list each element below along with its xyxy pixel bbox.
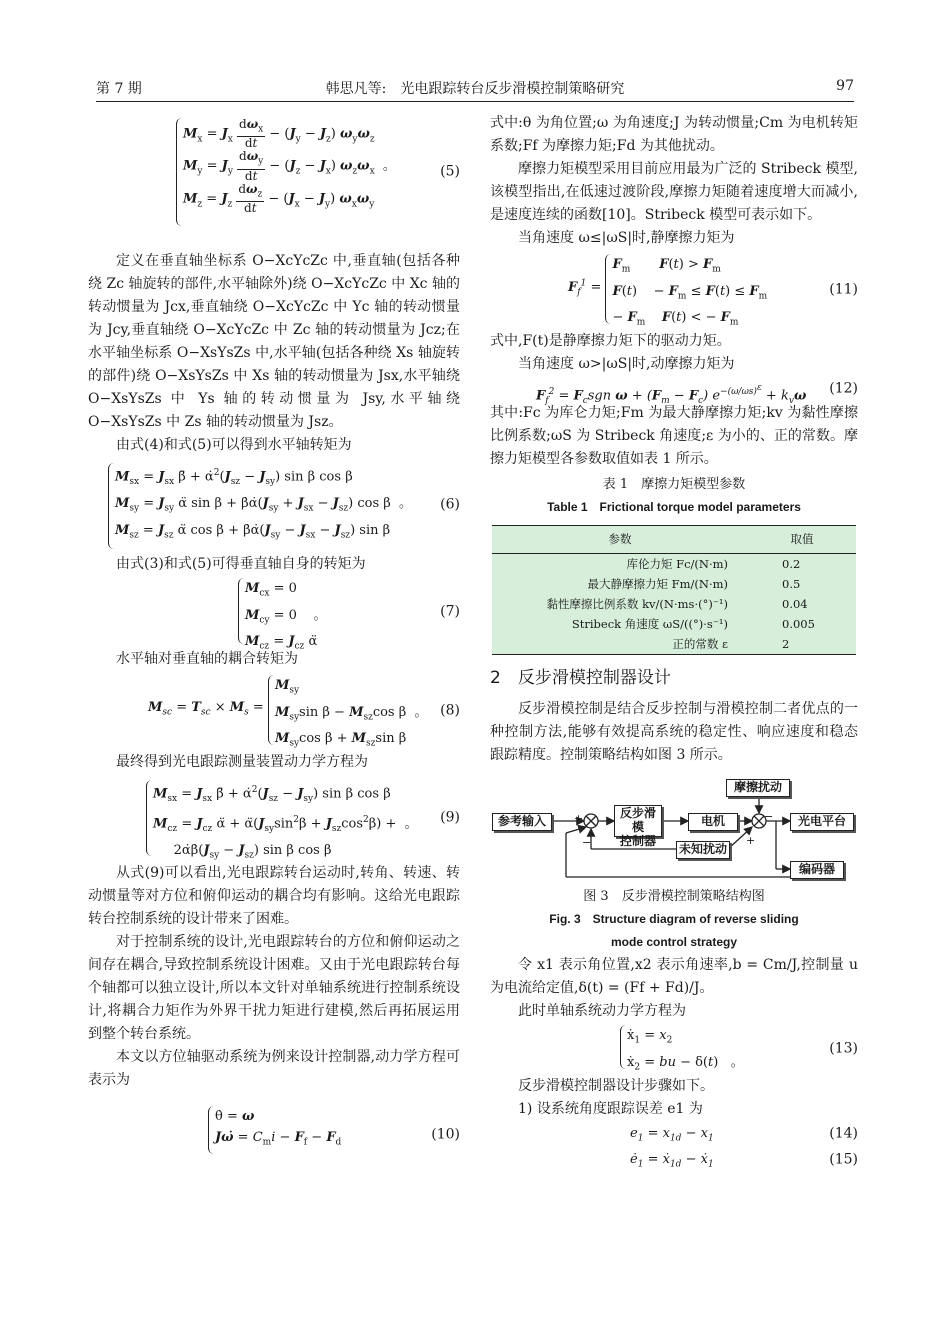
- equation-13-number: (13): [829, 1040, 858, 1057]
- controller-label-line2: 控制器: [619, 834, 656, 848]
- equation-8: $M_{sc} = T_{sc} \times M_s$ = $M_{sy}$ $M_{sy}\sin$ $\beta - M_{sz}\cos$ β 。 $M_{sy}\cos$ $\beta + M_{sz}\sin$ β (8): [88, 671, 460, 751]
- table-cell-value: 0.2: [782, 557, 801, 571]
- figure3-caption-cn: 图 3 反步滑模控制策略结构图: [583, 889, 765, 904]
- figure-3-block-diagram: [490, 771, 858, 879]
- paragraph-backstepping-intro: 反步滑模控制是结合反步控制与滑模控制二者优点的一种控制方法,能够有效提高系统的稳定性、响应速度和稳态跟踪精度。控制策略结构如图 3 所示。: [490, 701, 858, 763]
- page-header: [96, 78, 854, 100]
- equation-10: θ̇ = ω Jω̇ = $C_mi - F_f - F_d$ (10): [88, 1102, 460, 1168]
- paragraph-single-axis-dynamics: 此时单轴系统动力学方程为: [518, 1003, 686, 1019]
- controller-label-line1: 反步滑模: [619, 806, 656, 834]
- paragraph-axis-definition: 定义在垂直轴坐标系 O−XcYcZc 中,垂直轴(包括各种绕 Zc 轴旋转的部件,水平轴除外)绕 O−XcYcZc 中 Xc 轴的转动惯量为 Jcx,垂直轴绕 O−XcYcZc 中 Yc 轴的转动惯量为 Jcy,垂直轴绕 O−XcYcZc 中 Zc 轴的转动惯量为 Jcz;在水平轴坐标系 O−XsYsZs 中,水平轴(包括各种绕 Xs 轴旋转的部件)绕 O−XsYsZs 中 Xs 轴的转动惯量为 Jsx,水平轴绕 O−XsYsZs 中 Ys 轴的转动惯量为 Jsy,水平轴绕 O−XsYsZs 中 Zs 轴的转动惯量为 Jsz。: [88, 253, 460, 430]
- equation-11: $F_f^1$ = $F_m$ $F(t) > F_m$ F(t) − $F_m \le F(t) \le F_m$ − $F_m$ F(t) < − $F_m$ (11): [490, 250, 858, 330]
- sign-plus: +: [746, 834, 756, 847]
- equation-10-number: (10): [431, 1126, 460, 1143]
- friction-disturbance-block: 摩擦扰动: [726, 779, 790, 797]
- table-header-row: [492, 526, 856, 554]
- figure3-caption-en-line2: mode control strategy: [610, 935, 738, 949]
- paragraph-single-axis-design: 对于控制系统的设计,光电跟踪转台的方位和俯仰运动之间存在耦合,导致控制系统设计困难。又由于光电跟踪转台每个轴都可以独立设计,所以本文针对单轴系统进行控制系统设计,将耦合力矩作为外界干扰力矩进行建模,然后再拓展运用到整个转台系统。: [88, 934, 460, 1042]
- sign-minus: −: [764, 810, 774, 823]
- issue-number: 第 7 期: [96, 81, 142, 97]
- paragraph-design-steps: 反步滑模控制器设计步骤如下。: [518, 1078, 714, 1094]
- table-cell-value: 0.005: [782, 617, 815, 631]
- controller-block: [614, 805, 662, 848]
- sign-minus: −: [582, 836, 592, 849]
- equation-5: $M_x = J_x$ $\frac{d\omega_x}{dt}$ − $(J_y - J_z)$ $\omega_y\omega_z$ $M_y = J_y$ $\frac{d\omega_y}{dt}$ − $(J_z - J_x)$ $\omega_z\omega_x$ 。 $M_z = J_z$ $\frac{d\omega_z}{dt}$ − $(J_x - J_y)$ $\omega_x\omega_y$ (5): [88, 112, 460, 232]
- paragraph-coupling-discussion: 从式(9)可以看出,光电跟踪转台运动时,转角、转速、转动惯量等对方位和俯仰运动的耦合均有影响。这给光电跟踪转台控制系统的设计带来了困难。: [88, 865, 460, 927]
- table-row: [492, 594, 856, 614]
- optical-platform-block: 光电平台: [790, 813, 854, 831]
- equation-14-number: (14): [829, 1125, 858, 1142]
- figure3-caption-en-line1: Fig. 3 Structure diagram of reverse sliding: [549, 912, 799, 926]
- table-row: [492, 634, 856, 655]
- paragraph-step-1: 1) 设系统角度跟踪误差 e1 为: [518, 1101, 703, 1117]
- equation-15: $ė_1$ = ẋ$_{1d}$ − ẋ$_1$ (15): [490, 1147, 858, 1173]
- table-header-value: 取值: [748, 526, 856, 554]
- table-header-parameter: 参数: [492, 526, 748, 554]
- left-column: [88, 112, 460, 1168]
- paragraph-parameter-definitions: 其中:Fc 为库仑力矩;Fm 为最大静摩擦力矩;kv 为黏性摩擦比例系数;ωS 为 Stribeck 角速度;ε 为小的、正的常数。摩擦力矩模型各参数取值如表 1 所示。: [490, 405, 858, 467]
- equation-12: $F_f^2 = F_csgn$ $\omega + (F_m - F_c) e^{-(\omega/\omega s)^\varepsilon} + k_v\omega$ (12): [490, 376, 858, 402]
- page-number: 97: [836, 78, 854, 94]
- paragraph-horizontal-torque-intro: 由式(4)和式(5)可以得到水平轴转矩为: [116, 437, 352, 453]
- equation-9: $M_{sx} = J_{sx}$ β̈ + $\alphȧ^2(J_{sz} - J_{sy})$ sin β cos β $M_{cz} = J_{cz}$ α̈ + $\alphä(J_{sy}\sin^2\beta + J_{sz}\cos^2\beta)$ + 。 $2\alphȧ\betȧ(J_{sy} - J_{sz})$ sin β cos β (9): [88, 774, 460, 862]
- paragraph-dynamics-intro: 最终得到光电跟踪测量装置动力学方程为: [116, 754, 368, 770]
- paragraph-symbol-definitions: 式中:θ 为角位置;ω 为角速度;J 为转动惯量;Cm 为电机转矩系数;Ff 为摩擦力矩;Fd 为其他扰动。: [490, 115, 858, 154]
- table-cell-value: 0.5: [782, 577, 801, 591]
- motor-block: 电机: [688, 813, 738, 831]
- equation-11-number: (11): [829, 281, 858, 298]
- reference-input-block: 参考输入: [492, 813, 552, 831]
- unknown-disturbance-block: 未知扰动: [676, 841, 730, 859]
- equation-13: ẋ$_1$ = $x_2$ ẋ$_2$ = bu − δ(t) 。 (13): [490, 1023, 858, 1075]
- section-2-heading: 2 反步滑模控制器设计: [490, 668, 671, 688]
- equation-7: $M_{cx} = 0$ $M_{cy} = 0$ 。 $M_{cz} = J_{cz}$ α̈ (7): [88, 576, 460, 648]
- table-cell-value: 0.04: [782, 597, 808, 611]
- paragraph-static-friction-condition: 当角速度 ω≤|ωS|时,静摩擦力矩为: [518, 230, 735, 246]
- table-cell-value: 2: [748, 634, 856, 655]
- right-column: [490, 112, 858, 1173]
- equation-14: $e_1 = x_{1d} - x_1$ (14): [490, 1121, 858, 1147]
- paragraph-state-definitions: 令 x1 表示角位置,x2 表示角速率,b = Cm/J,控制量 u 为电流给定值,δ(t) = (Ff + Fd)/J。: [490, 957, 858, 996]
- equation-6: $M_{sx} = J_{sx}$ β̈ + $\alphȧ^2(J_{sz} - J_{sy})$ sin β cos β $M_{sy} = J_{sy}$ α̈ $\sin \beta + \betȧ\alphȧ(J_{sy} + J_{sx} - J_{sz})$ cos β 。 $M_{sz} = J_{sz}$ α̈ $\cos \beta + \betȧ\alphȧ(J_{sy} - J_{sx} - J_{sz})$ sin β (6): [88, 457, 460, 553]
- table-row: [492, 554, 856, 575]
- table-cell-parameter: 最大静摩擦力矩 Fm/(N·m): [587, 577, 728, 591]
- table1-caption-cn: 表 1 摩擦力矩模型参数: [602, 477, 746, 492]
- table-row: [492, 614, 856, 634]
- equation-8-number: (8): [440, 702, 460, 719]
- paragraph-vertical-torque-intro: 由式(3)和式(5)可得垂直轴自身的转矩为: [116, 556, 366, 572]
- table-cell-parameter: 库伦力矩 Fc/(N·m): [626, 557, 728, 571]
- paragraph-dynamic-friction-condition: 当角速度 ω>|ωS|时,动摩擦力矩为: [518, 356, 735, 372]
- table-cell-parameter: 黏性摩擦比例系数 kv/(N·ms·(°)⁻¹): [546, 597, 728, 611]
- equation-5-number: (5): [440, 163, 460, 180]
- equation-9-number: (9): [440, 809, 460, 826]
- equation-12-number: (12): [829, 380, 858, 397]
- table-cell-parameter: Stribeck 角速度 ωS/((°)·s⁻¹): [571, 617, 728, 631]
- table-row: [492, 574, 856, 594]
- paragraph-driving-torque: 式中,F(t)是静摩擦力矩下的驱动力矩。: [490, 333, 731, 349]
- table1-caption-en: Table 1 Frictional torque model parameters: [547, 500, 801, 514]
- paragraph-coupling-torque-intro: 水平轴对垂直轴的耦合转矩为: [116, 651, 298, 667]
- running-title: 韩思凡等: 光电跟踪转台反步滑模控制策略研究: [325, 81, 625, 97]
- paragraph-azimuth-example: 本文以方位轴驱动系统为例来设计控制器,动力学方程可表示为: [88, 1049, 460, 1088]
- header-rule: [96, 101, 854, 102]
- sign-plus: +: [574, 812, 584, 825]
- equation-7-number: (7): [440, 603, 460, 620]
- table-cell-parameter: 正的常数 ε: [492, 634, 748, 655]
- equation-6-number: (6): [440, 496, 460, 513]
- equation-15-number: (15): [829, 1151, 858, 1168]
- encoder-block: 编码器: [790, 861, 844, 879]
- paragraph-stribeck-model: 摩擦力矩模型采用目前应用最为广泛的 Stribeck 模型,该模型指出,在低速过渡阶段,摩擦力矩随着速度增大而减小,是速度连续的函数[10]。Stribeck 模型可表示如下。: [490, 161, 858, 223]
- friction-parameter-table: [492, 525, 856, 655]
